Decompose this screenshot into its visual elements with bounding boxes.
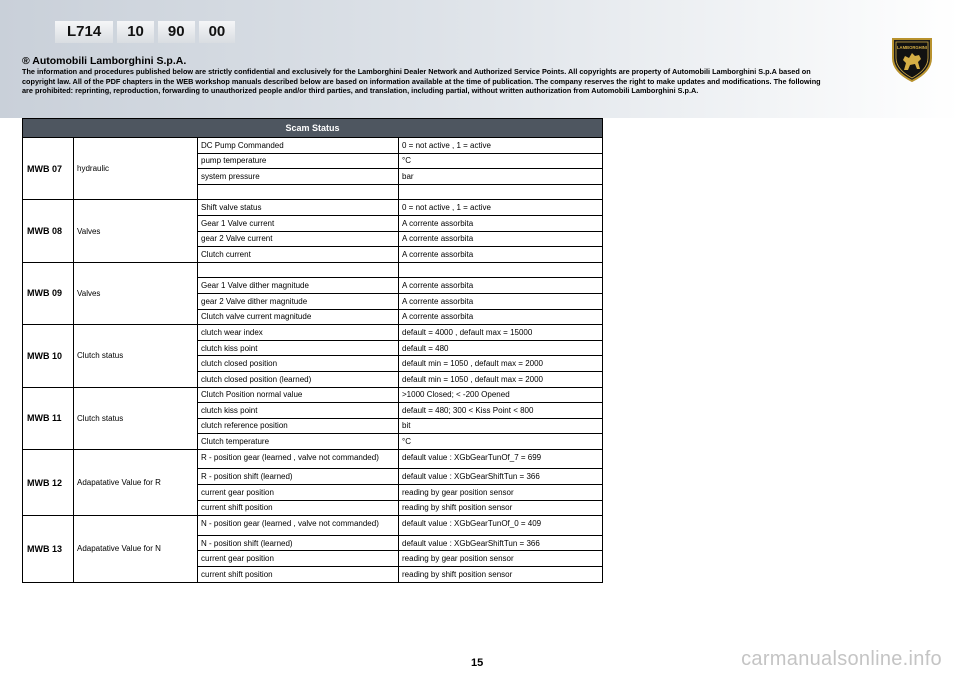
- parameter-cell: Clutch temperature: [198, 434, 399, 450]
- group-code-cell: MWB 07: [23, 138, 74, 200]
- value-cell: >1000 Closed; < -200 Opened: [399, 387, 603, 403]
- group-code-cell: MWB 10: [23, 325, 74, 387]
- parameter-cell: gear 2 Valve dither magnitude: [198, 293, 399, 309]
- page-number: 15: [471, 657, 484, 669]
- value-cell: 0 = not active , 1 = active: [399, 200, 603, 216]
- value-cell: [399, 262, 603, 278]
- parameter-cell: N - position gear (learned , valve not commanded): [198, 516, 399, 536]
- group-description-cell: Valves: [74, 200, 198, 262]
- parameter-cell: clutch kiss point: [198, 340, 399, 356]
- parameter-cell: gear 2 Valve current: [198, 231, 399, 247]
- group-description-cell: hydraulic: [74, 138, 198, 200]
- group-description-cell: Clutch status: [74, 325, 198, 387]
- company-title: ® Automobili Lamborghini S.p.A.: [22, 55, 187, 67]
- doc-code-section: 00: [199, 21, 236, 43]
- value-cell: reading by shift position sensor: [399, 500, 603, 516]
- value-cell: reading by gear position sensor: [399, 485, 603, 501]
- parameter-cell: Clutch current: [198, 247, 399, 263]
- value-cell: default min = 1050 , default max = 2000: [399, 356, 603, 372]
- document-code-bar: [55, 21, 235, 43]
- value-cell: default value : XGbGearTunOf_7 = 699: [399, 449, 603, 469]
- table-row: [23, 200, 603, 216]
- group-code-cell: MWB 13: [23, 516, 74, 582]
- value-cell: A corrente assorbita: [399, 231, 603, 247]
- table-row: [23, 138, 603, 154]
- parameter-cell: R - position shift (learned): [198, 469, 399, 485]
- value-cell: A corrente assorbita: [399, 293, 603, 309]
- parameter-cell: Clutch Position normal value: [198, 387, 399, 403]
- parameter-cell: R - position gear (learned , valve not commanded): [198, 449, 399, 469]
- value-cell: default value : XGbGearShiftTun = 366: [399, 469, 603, 485]
- parameter-cell: clutch wear index: [198, 325, 399, 341]
- value-cell: bar: [399, 169, 603, 185]
- value-cell: A corrente assorbita: [399, 215, 603, 231]
- parameter-cell: Clutch valve current magnitude: [198, 309, 399, 325]
- doc-code-subgroup: 90: [158, 21, 195, 43]
- table-row: [23, 325, 603, 341]
- parameter-cell: current gear position: [198, 485, 399, 501]
- parameter-cell: Shift valve status: [198, 200, 399, 216]
- group-code-cell: MWB 08: [23, 200, 74, 262]
- parameter-cell: clutch reference position: [198, 418, 399, 434]
- lamborghini-bull-shield-icon: [890, 36, 934, 82]
- copyright-disclaimer: The information and procedures published below are strictly confidential and exclusively for the Lamborghini Dealer Network and Authorized Service Points. All copyrights are property of Automobili Lamborghini S.p.A based on copyright law. All of the PDF chapters in the WEB workshop manuals described below are based on information available at the time of publication. The company reserves the right to make updates and modifications. The following are prohibited: reprinting, reproduction, forwarding to unauthorized people and/or third parties, and translation, including partial, without written authorization from Automobili Lamborghini S.p.A.: [22, 67, 821, 95]
- table-row: [23, 449, 603, 469]
- value-cell: °C: [399, 153, 603, 169]
- doc-code-group: 10: [117, 21, 154, 43]
- value-cell: default = 4000 , default max = 15000: [399, 325, 603, 341]
- parameter-cell: clutch kiss point: [198, 403, 399, 419]
- value-cell: reading by shift position sensor: [399, 567, 603, 583]
- parameter-cell: clutch closed position: [198, 356, 399, 372]
- parameter-cell: [198, 184, 399, 200]
- value-cell: default value : XGbGearTunOf_0 = 409: [399, 516, 603, 536]
- value-cell: 0 = not active , 1 = active: [399, 138, 603, 154]
- parameter-cell: [198, 262, 399, 278]
- scam-status-table: [22, 118, 603, 583]
- value-cell: A corrente assorbita: [399, 247, 603, 263]
- value-cell: bit: [399, 418, 603, 434]
- group-description-cell: Adapatative Value for N: [74, 516, 198, 582]
- value-cell: default = 480; 300 < Kiss Point < 800: [399, 403, 603, 419]
- parameter-cell: current shift position: [198, 500, 399, 516]
- group-description-cell: Clutch status: [74, 387, 198, 449]
- table-row: [23, 262, 603, 278]
- group-description-cell: Valves: [74, 262, 198, 324]
- value-cell: default min = 1050 , default max = 2000: [399, 371, 603, 387]
- doc-code-model: L714: [55, 21, 113, 43]
- group-code-cell: MWB 12: [23, 449, 74, 515]
- parameter-cell: Gear 1 Valve dither magnitude: [198, 278, 399, 294]
- table-row: [23, 516, 603, 536]
- parameter-cell: pump temperature: [198, 153, 399, 169]
- value-cell: [399, 184, 603, 200]
- parameter-cell: current gear position: [198, 551, 399, 567]
- parameter-cell: N - position shift (learned): [198, 535, 399, 551]
- watermark: carmanualsonline.info: [741, 648, 942, 670]
- value-cell: A corrente assorbita: [399, 278, 603, 294]
- logo-text: LAMBORGHINI: [896, 45, 928, 50]
- table-title: Scam Status: [23, 119, 603, 138]
- group-description-cell: Adapatative Value for R: [74, 449, 198, 515]
- value-cell: °C: [399, 434, 603, 450]
- parameter-cell: current shift position: [198, 567, 399, 583]
- value-cell: A corrente assorbita: [399, 309, 603, 325]
- value-cell: reading by gear position sensor: [399, 551, 603, 567]
- group-code-cell: MWB 11: [23, 387, 74, 449]
- value-cell: default value : XGbGearShiftTun = 366: [399, 535, 603, 551]
- value-cell: default = 480: [399, 340, 603, 356]
- parameter-cell: Gear 1 Valve current: [198, 215, 399, 231]
- table-row: [23, 387, 603, 403]
- parameter-cell: system pressure: [198, 169, 399, 185]
- parameter-cell: DC Pump Commanded: [198, 138, 399, 154]
- group-code-cell: MWB 09: [23, 262, 74, 324]
- parameter-cell: clutch closed position (learned): [198, 371, 399, 387]
